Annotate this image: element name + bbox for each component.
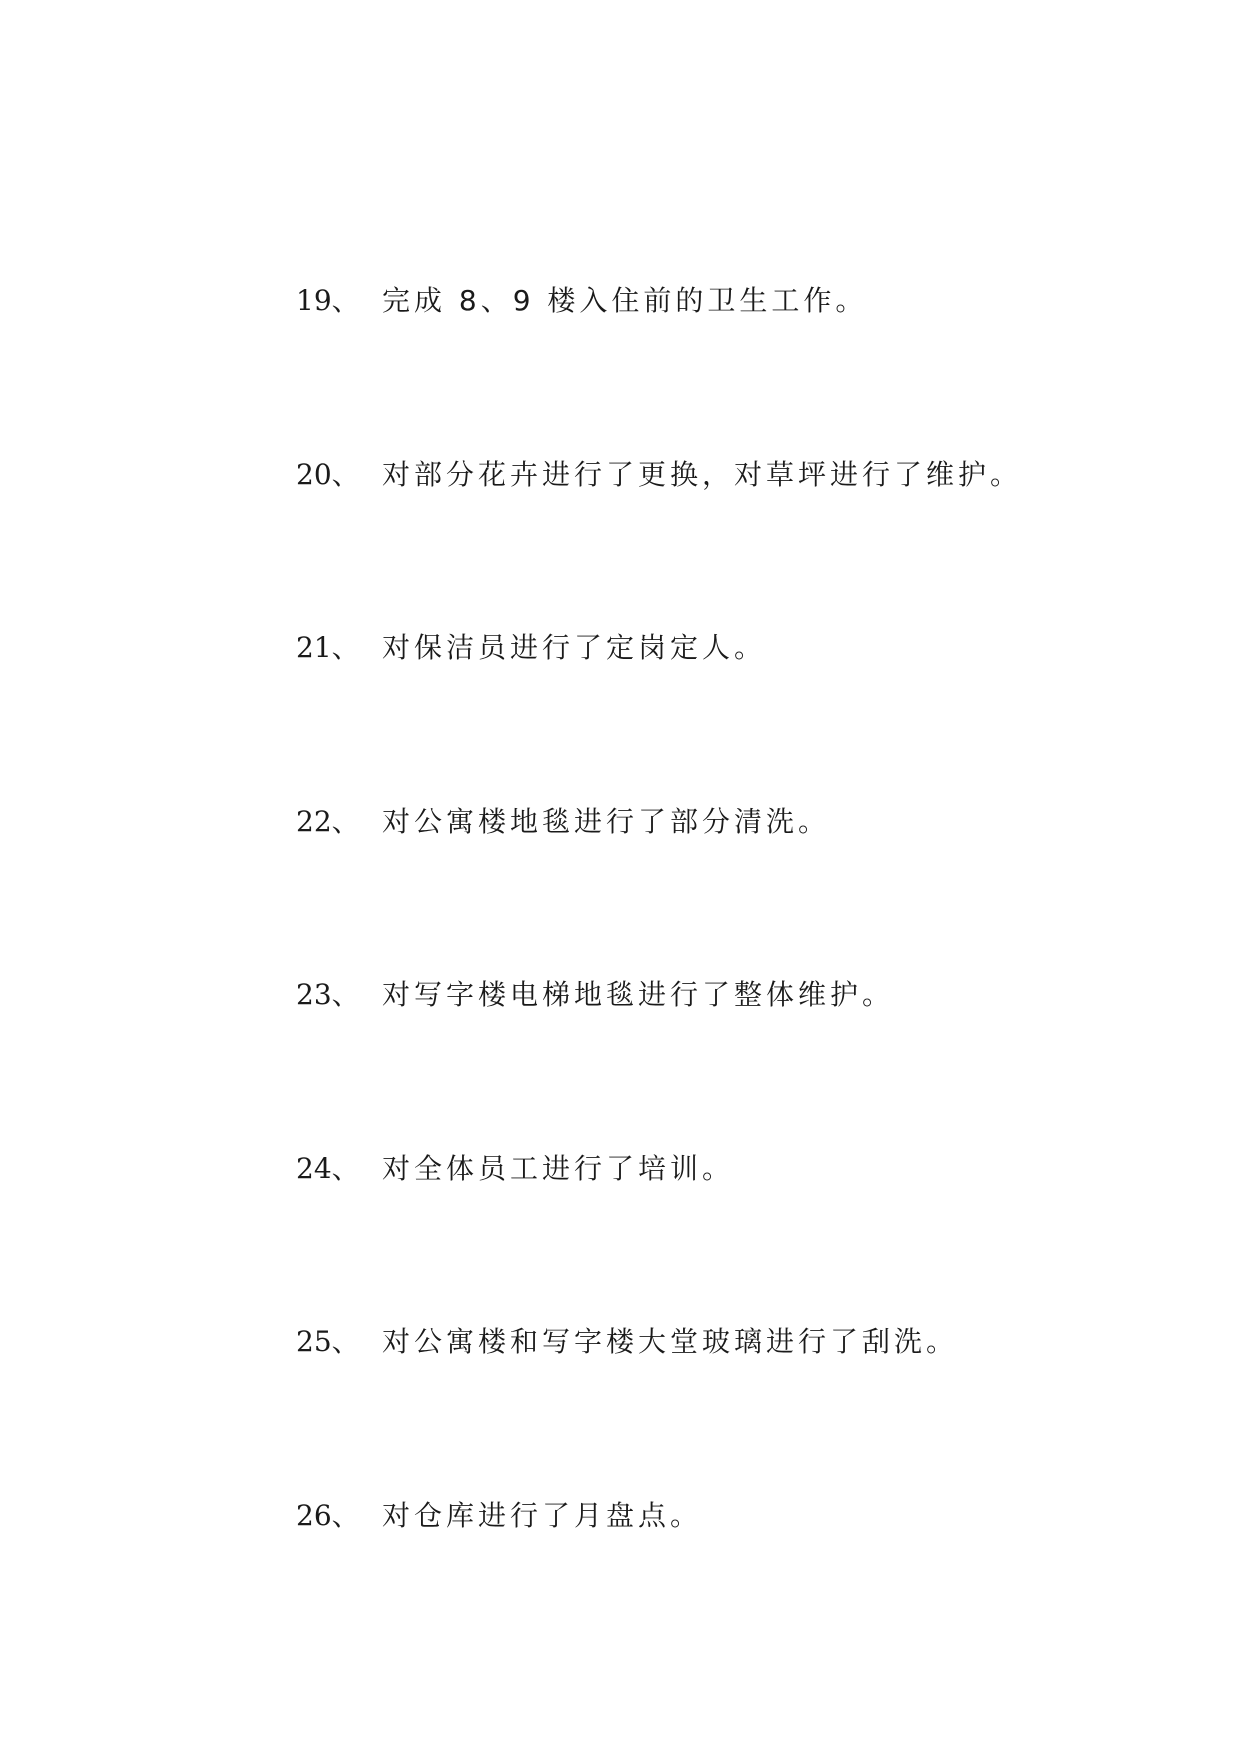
item-text: 对仓库进行了月盘点。: [382, 1499, 703, 1532]
list-item: [296, 975, 894, 1015]
item-number: 25、: [296, 1325, 360, 1358]
item-number: 23、: [296, 978, 360, 1011]
item-number: 21、: [296, 631, 360, 664]
item-text: 对全体员工进行了培训。: [382, 1152, 735, 1185]
list-item: [296, 281, 867, 321]
item-text: 对保洁员进行了定岗定人。: [382, 631, 767, 664]
list-item: [296, 1149, 734, 1189]
item-number: 19、: [296, 284, 360, 317]
list-item: [296, 628, 766, 668]
item-text: 对部分花卉进行了更换，对草坪进行了维护。: [382, 458, 1023, 491]
item-text: 对写字楼电梯地毯进行了整体维护。: [382, 978, 895, 1011]
list-item: [296, 455, 1022, 495]
item-number: 26、: [296, 1499, 360, 1532]
item-number: 20、: [296, 458, 360, 491]
list-item: [296, 802, 830, 842]
item-number: 22、: [296, 805, 360, 838]
item-number: 24、: [296, 1152, 360, 1185]
item-text: 对公寓楼地毯进行了部分清洗。: [382, 805, 831, 838]
list-item: [296, 1322, 958, 1362]
item-text: 对公寓楼和写字楼大堂玻璃进行了刮洗。: [382, 1325, 959, 1358]
list-item: [296, 1496, 702, 1536]
item-text: 完成 8、9 楼入住前的卫生工作。: [382, 284, 868, 317]
